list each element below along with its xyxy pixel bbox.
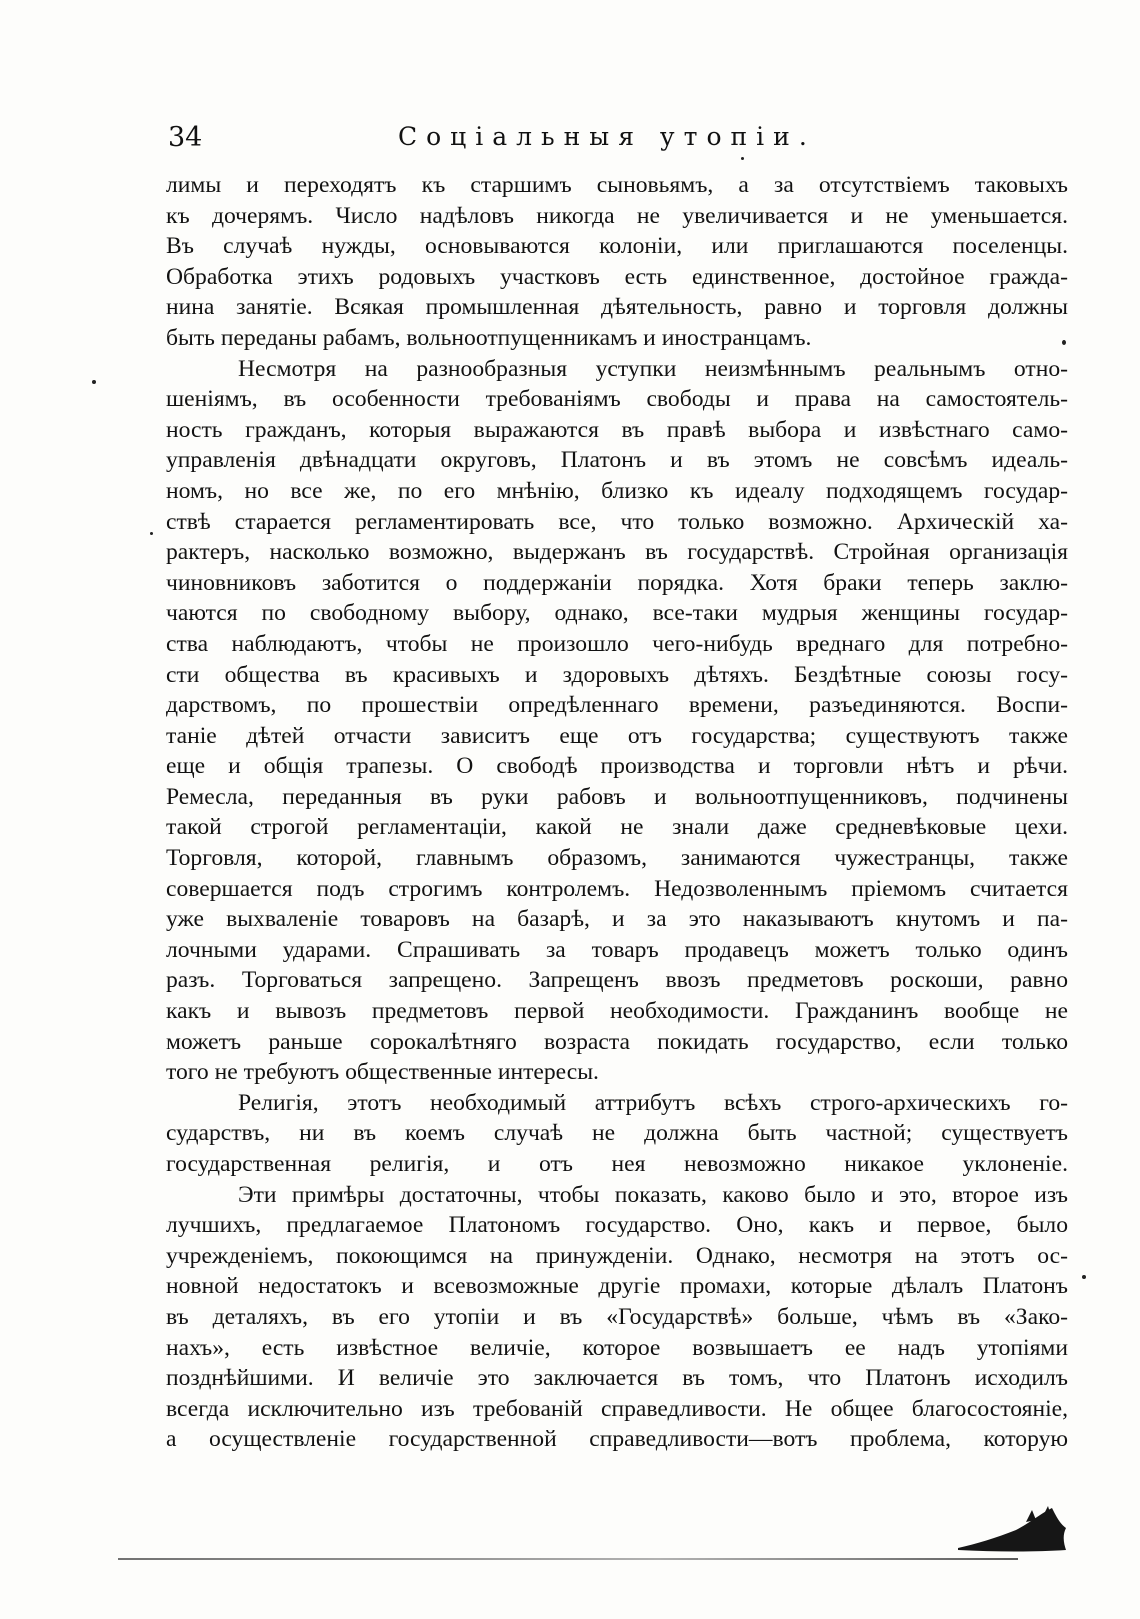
text-line: ствѣ старается регламентировать все, что только возможно. Архическій ха-: [166, 508, 1068, 535]
text-line: Эти примѣры достаточны, чтобы показать, каково было и это, второе изъ: [238, 1181, 1068, 1208]
text-line: государственная религія, и отъ нея невозможно никакое уклоненіе.: [166, 1151, 1068, 1177]
text-line: управленія двѣнадцати округовъ, Платонъ и въ этомъ не совсѣмъ идеаль-: [166, 447, 1068, 474]
text-line: еще и общія трапезы. О свободѣ производства и торговли нѣтъ и рѣчи.: [166, 753, 1068, 780]
text-line: уже выхваленіе товаровъ на базарѣ, и за это наказываютъ кнутомъ и па-: [166, 906, 1068, 933]
text-line: Обработка этихъ родовыхъ участковъ есть единственное, достойное гражда-: [166, 263, 1068, 290]
text-line: Въ случаѣ нужды, основываются колоніи, или приглашаются поселенцы.: [166, 233, 1068, 260]
text-line: дарствомъ, по прошествіи опредѣленнаго времени, разъединяются. Воспи-: [166, 692, 1068, 719]
page-number: 34: [168, 122, 203, 153]
text-line: сударствъ, ни въ коемъ случаѣ не должна быть частной; существуетъ: [166, 1120, 1068, 1147]
text-line: таніе дѣтей отчасти зависитъ еще отъ государства; существуютъ также: [166, 722, 1068, 749]
text-line: лочными ударами. Спрашивать за товаръ продавецъ можетъ только одинъ: [166, 936, 1068, 963]
ink-speck: [150, 532, 153, 535]
text-line: разъ. Торговаться запрещено. Запрещенъ ввозъ предметовъ роскоши, равно: [166, 967, 1068, 994]
text-line: въ деталяхъ, въ его утопіи и въ «Государствѣ» больше, чѣмъ въ «Зако-: [166, 1303, 1068, 1330]
text-line: учрежденіемъ, покоющимся на принужденіи. Однако, несмотря на этотъ ос-: [166, 1242, 1068, 1269]
text-line: такой строгой регламентаціи, какой не знали даже средневѣковые цехи.: [166, 814, 1068, 841]
text-line: Несмотря на разнообразныя уступки неизмѣннымъ реальнымъ отно-: [238, 355, 1068, 382]
text-line: быть переданы рабамъ, вольноотпущенникамъ и иностранцамъ.: [166, 324, 812, 351]
text-line: всегда исключительно изъ требованій справедливости. Не общее благосостояніе,: [166, 1395, 1068, 1422]
text-line: чаются по свободному выбору, однако, все-таки мудрыя женщины государ-: [166, 600, 1068, 627]
text-line: нина занятіе. Всякая промышленная дѣятельность, равно и торговля должны: [166, 294, 1068, 321]
ink-smudge-mark: [956, 1504, 1068, 1554]
text-line: новной недостатокъ и всевозможные другіе промахи, которые дѣлалъ Платонъ: [166, 1273, 1068, 1300]
body-text: [166, 170, 1068, 1455]
text-line: ства наблюдаютъ, чтобы не произошло чего-нибудь вреднаго для потребно-: [166, 630, 1068, 657]
text-line: какъ и вывозъ предметовъ первой необходимости. Гражданинъ вообще не: [166, 998, 1068, 1025]
page-header: [168, 122, 1068, 162]
text-line: сти общества въ красивыхъ и здоровыхъ дѣтяхъ. Бездѣтные союзы госу-: [166, 661, 1068, 688]
text-line: можетъ раньше сорокалѣтняго возраста покидать государство, если только: [166, 1028, 1068, 1055]
text-line: а осуществленіе государственной справедливости—вотъ проблема, которую: [166, 1426, 1068, 1453]
text-line: къ дочерямъ. Число надѣловъ никогда не увеличивается и не уменьшается.: [166, 202, 1068, 229]
text-line: рактеръ, насколько возможно, выдержанъ въ государствѣ. Стройная организація: [166, 539, 1068, 566]
text-line: Торговля, которой, главнымъ образомъ, занимаются чужестранцы, также: [166, 845, 1068, 872]
text-line: чиновниковъ заботится о поддержаніи порядка. Хотя браки теперь заклю-: [166, 569, 1068, 596]
ink-speck: [1062, 340, 1066, 345]
text-line: позднѣйшими. И величіе это заключается въ томъ, что Платонъ исходилъ: [166, 1365, 1068, 1392]
text-line: лимы и переходятъ къ старшимъ сыновьямъ, а за отсутствіемъ таковыхъ: [166, 172, 1068, 198]
ink-speck: [92, 380, 96, 384]
text-line: совершается подъ строгимъ контролемъ. Недозволеннымъ пріемомъ считается: [166, 875, 1068, 902]
text-line: лучшихъ, предлагаемое Платономъ государство. Оно, какъ и первое, было: [166, 1212, 1068, 1239]
ink-speck: [1082, 1275, 1086, 1279]
text-line: шеніямъ, въ особенности требованіямъ свободы и права на самостоятель-: [166, 386, 1068, 413]
text-line: ность гражданъ, которыя выражаются въ правѣ выбора и извѣстнаго само-: [166, 416, 1068, 443]
text-line: Ремесла, переданныя въ руки рабовъ и вольноотпущенниковъ, подчинены: [166, 783, 1068, 810]
text-line: Религія, этотъ необходимый аттрибутъ всѣхъ строго-архическихъ го-: [238, 1089, 1068, 1116]
ink-speck: [741, 157, 744, 160]
text-line: того не требуютъ общественные интересы.: [166, 1059, 599, 1086]
bottom-rule: [118, 1558, 1018, 1560]
text-line: нахъ», есть извѣстное величіе, которое возвышаетъ ее надъ утопіями: [166, 1334, 1068, 1361]
running-title: Соціальныя утопіи.: [398, 122, 816, 151]
text-line: номъ, но все же, по его мнѣнію, близко къ идеалу подходящемъ государ-: [166, 477, 1068, 504]
